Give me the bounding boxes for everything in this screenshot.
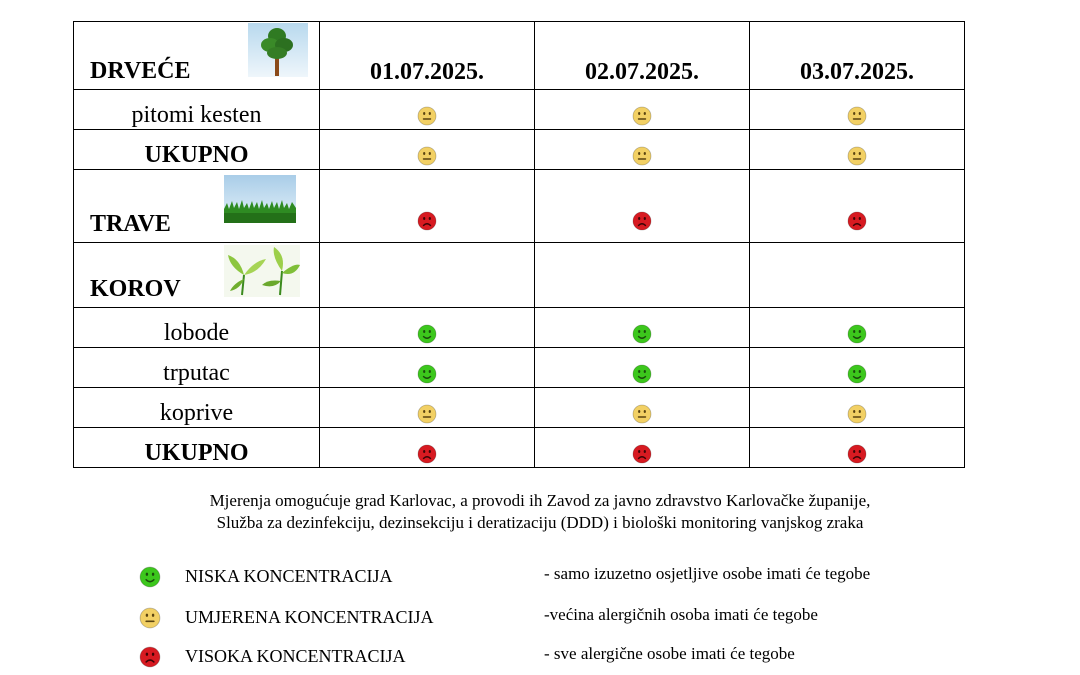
- legend-description: - sve alergične osobe imati će tegobe: [544, 644, 795, 663]
- happy-green-face-icon: [632, 364, 652, 384]
- empty-cell: [535, 243, 750, 308]
- table-row: [74, 243, 965, 308]
- table-row: [74, 308, 965, 348]
- sad-red-face-icon: [847, 444, 867, 464]
- level-cell: [750, 170, 965, 243]
- note-line-2: Služba za dezinfekciju, dezinsekciju i deratizaciju (DDD) i biološki monitoring vanjskog zraka: [216, 513, 864, 532]
- level-cell: [320, 428, 535, 468]
- row-label-trputac: trputac: [74, 348, 320, 388]
- category-trave-cell: [74, 170, 320, 243]
- happy-green-face-icon: [417, 324, 437, 344]
- level-cell: [750, 308, 965, 348]
- happy-green-face-icon: [417, 364, 437, 384]
- neutral-yellow-face-icon: [417, 106, 437, 126]
- legend-description: - samo izuzetno osjetljive osobe imati će tegobe: [544, 564, 871, 583]
- sad-red-face-icon: [417, 211, 437, 231]
- happy-green-face-icon: [847, 324, 867, 344]
- neutral-yellow-face-icon: [417, 404, 437, 424]
- row-label-ukupno-drvece: UKUPNO: [74, 130, 320, 170]
- row-label-lobode: lobode: [74, 308, 320, 348]
- neutral-yellow-face-icon: [632, 106, 652, 126]
- grass-thumbnail: [224, 175, 296, 223]
- legend-item-visoka: [0, 644, 1080, 674]
- legend-label: VISOKA KONCENTRACIJA: [185, 646, 406, 666]
- neutral-yellow-face-icon: [417, 146, 437, 166]
- note-line-1: Mjerenja omogućuje grad Karlovac, a provodi ih Zavod za javno zdravstvo Karlovačke županije,: [209, 491, 871, 510]
- level-cell: [750, 348, 965, 388]
- legend-item-niska: [0, 564, 1080, 594]
- level-cell: [320, 348, 535, 388]
- category-korov-label: KOROV: [90, 276, 181, 302]
- row-label-pitomi-kesten: pitomi kesten: [74, 90, 320, 130]
- legend-item-umjerena: [0, 605, 1080, 635]
- table-row: [74, 130, 965, 170]
- level-cell: [535, 428, 750, 468]
- level-cell: [535, 130, 750, 170]
- level-cell: [535, 308, 750, 348]
- level-cell: [750, 90, 965, 130]
- sad-red-face-icon: [417, 444, 437, 464]
- row-label-ukupno-korov: UKUPNO: [74, 428, 320, 468]
- level-cell: [535, 348, 750, 388]
- table-row: [74, 348, 965, 388]
- level-cell: [750, 428, 965, 468]
- date-header-1: 01.07.2025.: [320, 22, 535, 90]
- neutral-yellow-face-icon: [847, 404, 867, 424]
- sad-red-face-icon: [632, 444, 652, 464]
- happy-green-face-icon: [632, 324, 652, 344]
- legend-description: -većina alergičnih osoba imati će tegobe: [544, 605, 818, 624]
- pollen-table: [73, 21, 965, 468]
- level-cell: [320, 90, 535, 130]
- level-cell: [535, 388, 750, 428]
- date-header-2: 02.07.2025.: [535, 22, 750, 90]
- sad-red-face-icon: [632, 211, 652, 231]
- date-header-3: 03.07.2025.: [750, 22, 965, 90]
- level-cell: [320, 170, 535, 243]
- neutral-yellow-face-icon: [847, 106, 867, 126]
- category-drvece-label: DRVEĆE: [90, 58, 191, 84]
- weed-thumbnail: [224, 245, 300, 297]
- empty-cell: [750, 243, 965, 308]
- table-row: [74, 428, 965, 468]
- row-label-koprive: koprive: [74, 388, 320, 428]
- level-cell: [535, 90, 750, 130]
- tree-thumbnail: [248, 23, 308, 77]
- legend-label: UMJERENA KONCENTRACIJA: [185, 607, 434, 627]
- table-row: [74, 388, 965, 428]
- neutral-yellow-face-icon: [632, 404, 652, 424]
- neutral-yellow-face-icon: [632, 146, 652, 166]
- table-row: [74, 170, 965, 243]
- neutral-yellow-face-icon: [847, 146, 867, 166]
- level-cell: [320, 308, 535, 348]
- sad-red-face-icon: [139, 646, 161, 668]
- sad-red-face-icon: [847, 211, 867, 231]
- category-drvece-cell: [74, 22, 320, 90]
- empty-cell: [320, 243, 535, 308]
- level-cell: [320, 388, 535, 428]
- category-trave-label: TRAVE: [90, 211, 171, 237]
- happy-green-face-icon: [139, 566, 161, 588]
- level-cell: [320, 130, 535, 170]
- level-cell: [750, 130, 965, 170]
- level-cell: [750, 388, 965, 428]
- happy-green-face-icon: [847, 364, 867, 384]
- table-row: [74, 90, 965, 130]
- level-cell: [535, 170, 750, 243]
- category-korov-cell: [74, 243, 320, 308]
- neutral-yellow-face-icon: [139, 607, 161, 629]
- legend-label: NISKA KONCENTRACIJA: [185, 566, 393, 586]
- header-row: [74, 22, 965, 90]
